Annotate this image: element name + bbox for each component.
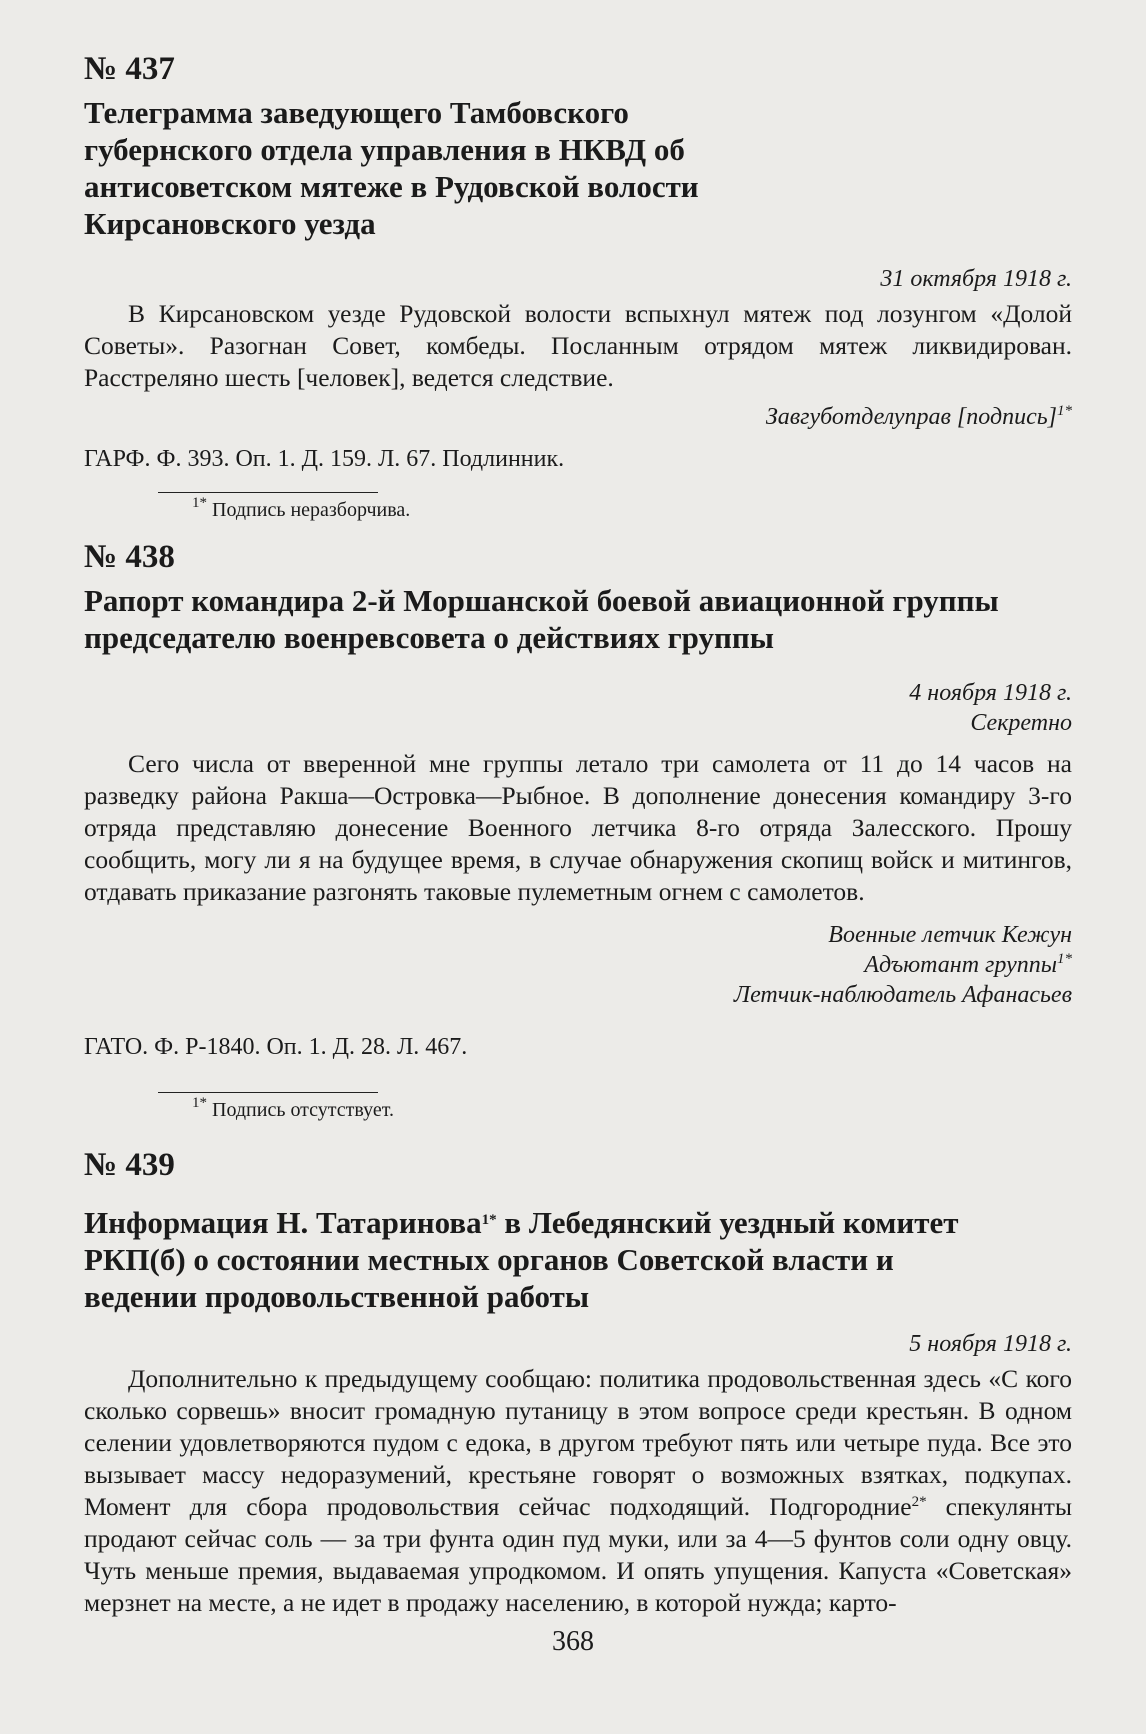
doc-437-body-text: В Кирсановском уезде Рудовской волости вспыхнул мятеж под лозунгом «Долой Советы». Разогнан Совет, комбеды. Посланным отрядом мятеж ликвидирован. Расстреляно шесть [человек], ведется следствие. [84, 299, 1072, 392]
doc-439-title-mark: 1* [481, 1212, 497, 1228]
document-438 [84, 538, 1072, 1123]
doc-437-footnote [84, 497, 1072, 523]
doc-438-sign-2-mark: 1* [1057, 951, 1072, 967]
doc-437-signature-text: Завгуботделуправ [подпись] [765, 404, 1057, 430]
footnote-divider [158, 1092, 378, 1093]
doc-438-footnote-text: Подпись отсутствует. [212, 1099, 394, 1121]
doc-438-classification: Секретно [970, 710, 1072, 736]
footnote-divider [158, 492, 378, 493]
doc-438-sign-2 [84, 950, 1072, 980]
doc-438-sign-1: Военные летчик Кежун [828, 922, 1072, 948]
doc-437-footnote-text: Подпись неразборчива. [212, 499, 411, 521]
doc-439-body-mark: 2* [911, 1494, 927, 1510]
doc-438-body-text: Сего числа от вверенной мне группы летало три самолета от 11 до 14 часов на разведку района Ракша—Островка—Рыбное. В дополнение донесения командиру 3-го отряда представляю донесение Военного летчика 8-го отряда Залесского. Прошу сообщить, могу ли я на будущее время, в случае обнаружения скопищ войск и митингов, отдавать приказание разгонять таковые пулеметным огнем с самолетов. [84, 749, 1072, 906]
doc-437-title: Телеграмма заведующего Тамбовского губернского отдела управления в НКВД об антисоветском мятеже в Рудовской волости Кирсановского уезда [84, 95, 699, 241]
doc-437-signature-mark: 1* [1057, 403, 1072, 419]
doc-439-title-part-1: Информация Н. Татаринова [84, 1205, 482, 1240]
doc-437-date: 31 октября 1918 г. [880, 266, 1072, 292]
document-439 [84, 1146, 1072, 1619]
doc-437-signature [84, 402, 1072, 432]
doc-437-number: № 437 [84, 51, 175, 87]
doc-438-footnote [84, 1097, 1072, 1123]
doc-438-title: Рапорт командира 2-й Моршанской боевой авиационной группы председателю военревсовета о действиях группы [84, 583, 999, 655]
doc-439-date: 5 ноября 1918 г. [909, 1331, 1072, 1357]
doc-438-body [84, 748, 1072, 908]
doc-439-title [84, 1204, 1004, 1315]
doc-439-body-part-2: спекулянты продают сейчас соль — за три фунта один пуд муки, или за 4—5 фунтов соли одну овцу. Чуть меньше премия, выдаваемая упродкомом. И опять упущения. Капуста «Советская» мерзнет на месте, а не идет в продажу населению, в которой нужда; карто- [84, 1492, 1072, 1617]
doc-437-source: ГАРФ. Ф. 393. Оп. 1. Д. 159. Л. 67. Подлинник. [84, 446, 565, 472]
doc-439-number: № 439 [84, 1147, 175, 1183]
document-437 [84, 50, 1072, 523]
doc-439-body-part-1: Дополнительно к предыдущему сообщаю: политика продовольственная здесь «С кого сколько сорвешь» вносит громадную путаницу в этом вопросе среди крестьян. В одном селении удовлетворяются пудом с едока, в другом требуют пять или четыре пуда. Все это вызывает массу недоразумений, крестьяне говорят о возможных взятках, подкупах. Момент для сбора продовольствия сейчас подходящий. Подгородние [84, 1364, 1072, 1521]
page-number: 368 [552, 1626, 594, 1657]
doc-439-title-part-2: в Лебедянский уездный комитет РКП(б) о состоянии местных органов Советской власти и ведении продовольственной работы [84, 1205, 959, 1314]
doc-438-sign-3: Летчик-наблюдатель Афанасьев [733, 982, 1072, 1008]
doc-438-footnote-mark: 1* [192, 1095, 207, 1111]
doc-437-body [84, 298, 1072, 394]
doc-438-number: № 438 [84, 539, 175, 575]
doc-438-date: 4 ноября 1918 г. [909, 680, 1072, 706]
doc-438-source: ГАТО. Ф. Р-1840. Оп. 1. Д. 28. Л. 467. [84, 1034, 468, 1060]
doc-439-body [84, 1363, 1072, 1619]
doc-438-sign-2-text: Адъютант группы [864, 952, 1057, 978]
doc-437-footnote-mark: 1* [192, 495, 207, 511]
